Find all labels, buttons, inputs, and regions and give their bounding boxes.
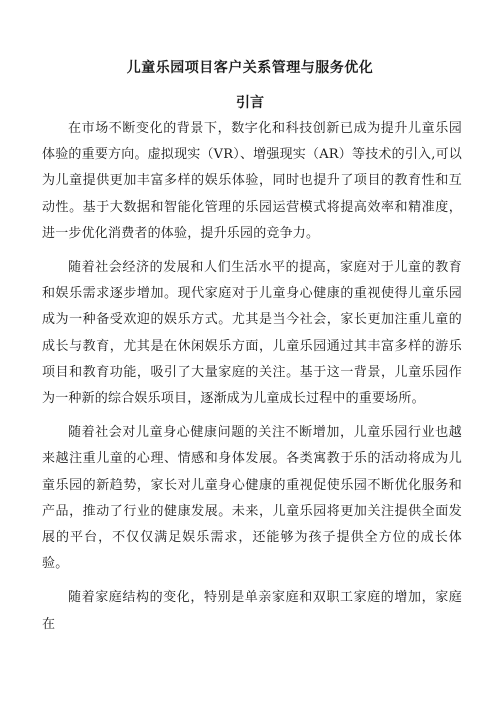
- paragraph: 在市场不断变化的背景下，数字化和科技创新已成为提升儿童乐园体验的重要方向。虚拟现实（VR）、增强现实（AR）等技术的引入,可以为儿童提供更加丰富多样的娱乐体验，同时也提升了项目的教育性和互动性。基于大数据和智能化管理的乐园运营模式将提高效率和精准度，进一步优化消费者的体验，提升乐园的竞争力。: [42, 121, 462, 241]
- paragraph: 随着家庭结构的变化，特别是单亲家庭和双职工家庭的增加，家庭在: [42, 590, 462, 632]
- document-title: 儿童乐园项目客户关系管理与服务优化: [126, 60, 374, 76]
- paragraph: 随着社会对儿童身心健康问题的关注不断增加，儿童乐园行业也越来越注重儿童的心理、情感和身体发展。各类寓教于乐的活动将成为儿童乐园的新趋势，家长对儿童身心健康的重视促使乐园不断优化服务和产品，推动了行业的健康发展。未来，儿童乐园将更加关注提供全面发展的平台，不仅仅满足娱乐需求，还能够为孩子提供全方位的成长体验。: [42, 425, 462, 572]
- paragraph: 随着社会经济的发展和人们生活水平的提高，家庭对于儿童的教育和娱乐需求逐步增加。现代家庭对于儿童身心健康的重视使得儿童乐园成为一种备受欢迎的娱乐方式。尤其是当今社会，家长更加注重儿童的成长与教育，尤其是在休闲娱乐方面，儿童乐园通过其丰富多样的游乐项目和教育功能，吸引了大量家庭的关注。基于这一背景，儿童乐园作为一种新的综合娱乐项目，逐渐成为儿童成长过程中的重要场所。: [42, 260, 462, 407]
- section-heading: 引言: [236, 95, 264, 111]
- document-body: [42, 116, 462, 646]
